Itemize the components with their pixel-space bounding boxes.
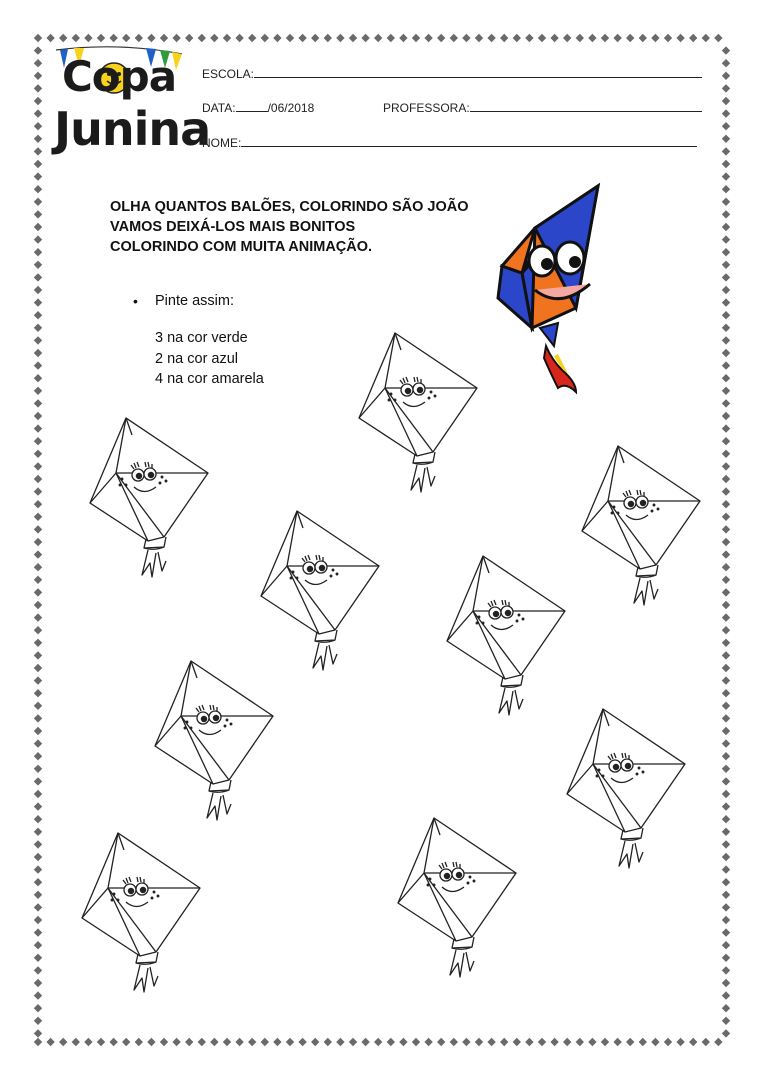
balloon-outline[interactable] [151,658,277,824]
balloon-outline[interactable] [78,830,204,996]
copa-junina-logo [54,40,211,165]
teacher-label: PROFESSORA: [383,101,470,115]
verse-block [110,197,469,257]
color-count-list [155,328,264,390]
balloon-outline[interactable] [394,815,520,981]
balloon-outline[interactable] [443,553,569,719]
teacher-field[interactable] [383,100,702,115]
color-count-blue: 2 na cor azul [155,350,239,367]
balloon-outline[interactable] [578,443,704,609]
color-count-green: 3 na cor verde [155,330,248,346]
verse-line-2: VAMOS DEIXÁ-LOS MAIS BONITOS [110,219,356,235]
instruction-label: Pinte assim: [155,293,234,309]
school-input-line[interactable] [254,66,702,78]
logo-title-line1: Copa [61,52,177,101]
balloon-outline[interactable] [355,330,481,496]
kite-mascot-illustration [480,178,620,408]
teacher-input-line[interactable] [470,100,702,112]
instruction-bullet: • [133,293,138,309]
balloon-outline[interactable] [257,508,383,674]
color-count-yellow: 4 na cor amarela [155,371,264,387]
date-label: DATA: [202,101,236,115]
name-label: NOME: [202,136,242,150]
balloon-outline[interactable] [563,706,689,872]
date-day-line[interactable] [236,100,268,112]
name-field[interactable] [202,135,697,150]
logo-title-line2: Junina [54,102,211,156]
school-label: ESCOLA: [202,67,255,81]
date-field[interactable] [202,100,314,115]
verse-line-1: OLHA QUANTOS BALÕES, COLORINDO SÃO JOÃO [110,199,469,215]
date-value: /06/2018 [267,101,315,115]
name-input-line[interactable] [241,135,697,147]
balloon-outline[interactable] [86,415,212,581]
verse-line-3: COLORINDO COM MUITA ANIMAÇÃO. [110,239,373,255]
school-field[interactable] [202,66,702,81]
